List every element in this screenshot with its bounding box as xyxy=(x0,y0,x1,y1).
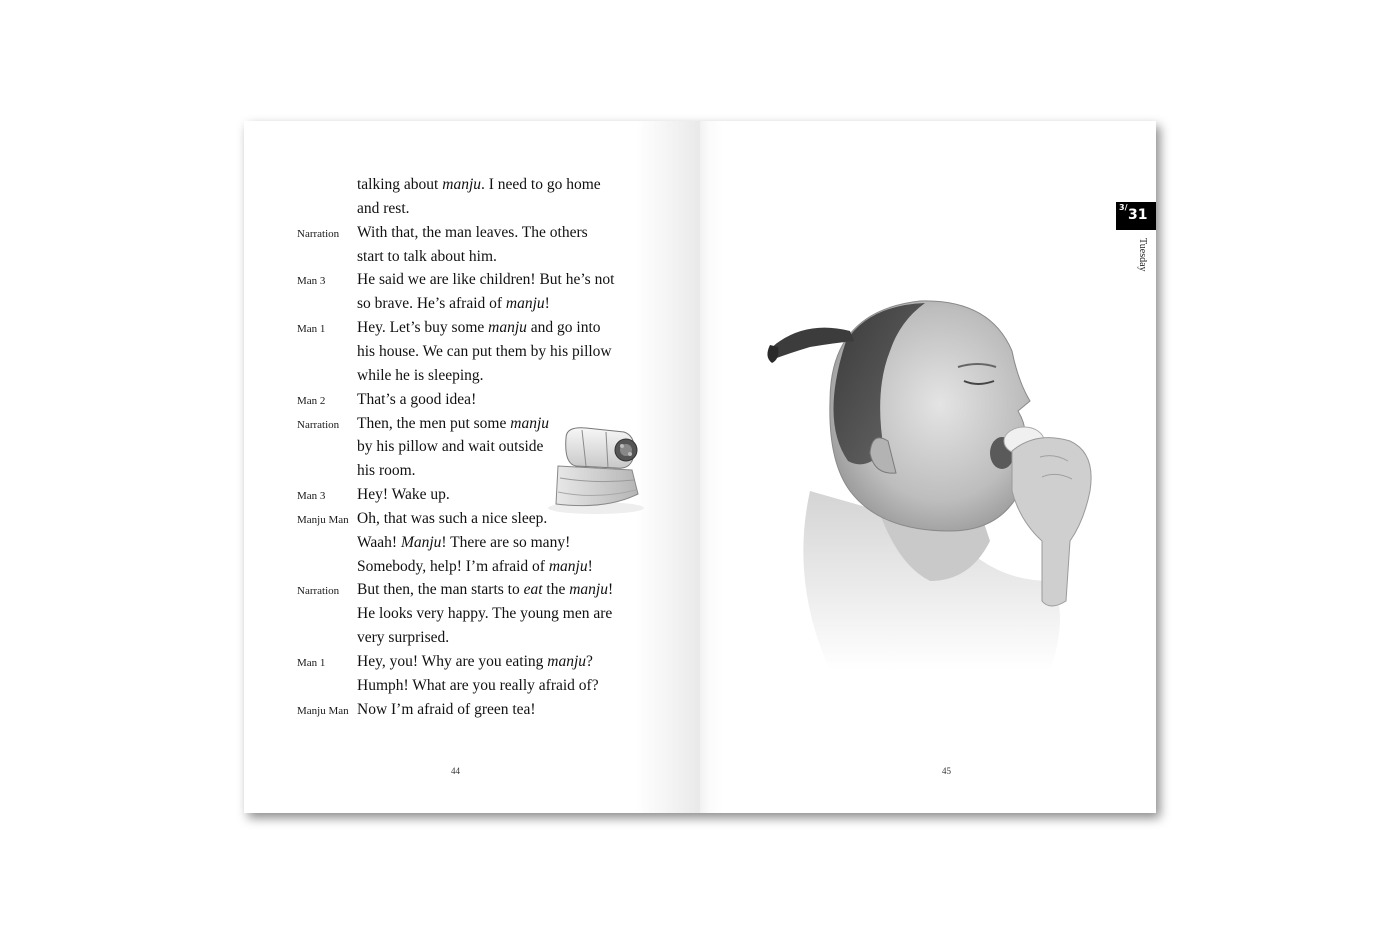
text-run: Hey! Wake up. xyxy=(357,486,450,504)
right-page xyxy=(700,121,1156,813)
script-line xyxy=(244,674,700,698)
dialogue-text xyxy=(357,578,613,602)
text-run: talking about xyxy=(357,176,443,193)
text-run: Waah! xyxy=(357,533,401,551)
italic-word: Manju xyxy=(400,533,442,551)
text-run: and go into xyxy=(526,319,601,337)
dialogue-text xyxy=(357,698,536,722)
italic-word: manju xyxy=(442,176,481,193)
dialogue-text xyxy=(357,245,497,269)
text-run: Hey. Let’s buy some xyxy=(357,319,489,337)
text-run: . I need to go home xyxy=(481,176,601,193)
text-run: That’s a good idea! xyxy=(357,390,477,408)
dialogue-text xyxy=(357,674,599,698)
script-line xyxy=(244,173,700,197)
text-run: He looks very happy. The young men are xyxy=(357,605,613,623)
text-run: ! xyxy=(587,557,593,575)
script-line xyxy=(244,364,700,388)
dialogue-text xyxy=(357,602,612,626)
dialogue-text xyxy=(357,555,593,579)
script-line xyxy=(244,578,700,602)
dialogue-text xyxy=(357,292,550,316)
speaker-label: Man 1 xyxy=(297,657,326,669)
text-run: ? xyxy=(586,653,593,670)
text-run: Oh, that was such a nice sleep. xyxy=(357,509,548,527)
speaker-label: Man 3 xyxy=(297,490,326,503)
italic-word: manju xyxy=(569,581,608,599)
text-run: so brave. He’s afraid of xyxy=(357,295,506,313)
text-run: Somebody, help! I’m afraid of xyxy=(357,557,549,575)
text-run: He said we are like children! But he’s not xyxy=(357,271,615,289)
speaker-label: Manju Man xyxy=(297,513,349,526)
left-page xyxy=(244,121,700,813)
dialogue-text xyxy=(357,340,612,364)
date-day: 31 xyxy=(1128,207,1148,223)
script-line xyxy=(244,197,700,221)
dialogue-text xyxy=(357,388,476,412)
date-tab xyxy=(1116,202,1156,230)
italic-word: manju xyxy=(548,557,588,575)
text-run: by his pillow and wait outside xyxy=(357,438,544,456)
script-line xyxy=(244,316,700,340)
italic-word: manju xyxy=(488,319,527,337)
dialogue-text xyxy=(357,173,601,197)
text-run: start to talk about him. xyxy=(357,247,497,265)
script-line xyxy=(244,245,700,269)
script-line xyxy=(244,221,700,245)
script-line xyxy=(244,650,700,674)
speaker-label: Man 2 xyxy=(297,394,326,407)
dialogue-text xyxy=(357,364,484,388)
speaker-label: Manju Man xyxy=(297,704,349,717)
script-line xyxy=(244,531,700,555)
page-number-left: 44 xyxy=(451,766,460,776)
page-number-right: 45 xyxy=(942,766,951,776)
text-run: very surprised. xyxy=(357,629,450,647)
text-run: Hey, you! Why are you eating xyxy=(357,653,548,670)
italic-word: manju xyxy=(547,653,586,670)
dialogue-text xyxy=(357,197,410,221)
script-line xyxy=(244,698,700,722)
text-run: the xyxy=(542,581,570,599)
dialogue-text xyxy=(357,316,601,340)
text-run: Then, the men put some xyxy=(357,414,511,432)
dialogue-text xyxy=(357,268,614,292)
text-run: ! There are so many! xyxy=(441,533,571,551)
italic-word: manju xyxy=(505,295,545,313)
italic-word: manju xyxy=(510,414,549,432)
script-line xyxy=(244,626,700,650)
dialogue-text xyxy=(357,483,450,507)
weekday-label: Tuesday xyxy=(1137,238,1148,272)
text-run: his house. We can put them by his pillow xyxy=(357,342,612,360)
script-line xyxy=(244,292,700,316)
speaker-label: Man 3 xyxy=(297,275,326,288)
dialogue-text xyxy=(357,221,588,245)
text-run: while he is sleeping. xyxy=(357,366,484,384)
italic-word: eat xyxy=(523,581,543,599)
script-line xyxy=(244,268,700,292)
dialogue-text xyxy=(357,459,416,483)
text-run: Now I’m afraid of green tea! xyxy=(357,700,536,718)
text-run: Humph! What are you really afraid of? xyxy=(357,676,599,694)
script-line xyxy=(244,602,700,626)
open-book xyxy=(244,121,1156,813)
speaker-label: Narration xyxy=(297,227,340,240)
text-run: and rest. xyxy=(357,199,410,217)
man-eating-manju-illustration xyxy=(750,281,1110,671)
script-line xyxy=(244,388,700,412)
dialogue-text xyxy=(357,507,547,531)
text-run: his room. xyxy=(357,462,416,480)
text-run: ! xyxy=(544,295,550,313)
speaker-label: Man 1 xyxy=(297,323,326,336)
dialogue-text xyxy=(357,435,543,459)
text-run: With that, the man leaves. The others xyxy=(357,223,588,241)
text-run: ! xyxy=(607,581,614,599)
dialogue-text xyxy=(357,650,593,674)
speaker-label: Narration xyxy=(297,418,340,431)
text-run: But then, the man starts to xyxy=(357,581,524,599)
manju-box-illustration xyxy=(546,418,650,526)
speaker-label: Narration xyxy=(297,585,340,598)
script-line xyxy=(244,555,700,579)
dialogue-text xyxy=(357,531,570,555)
dialogue-text xyxy=(357,412,549,436)
date-month: 3/ xyxy=(1119,203,1128,212)
dialogue-text xyxy=(357,626,449,650)
script-line xyxy=(244,340,700,364)
